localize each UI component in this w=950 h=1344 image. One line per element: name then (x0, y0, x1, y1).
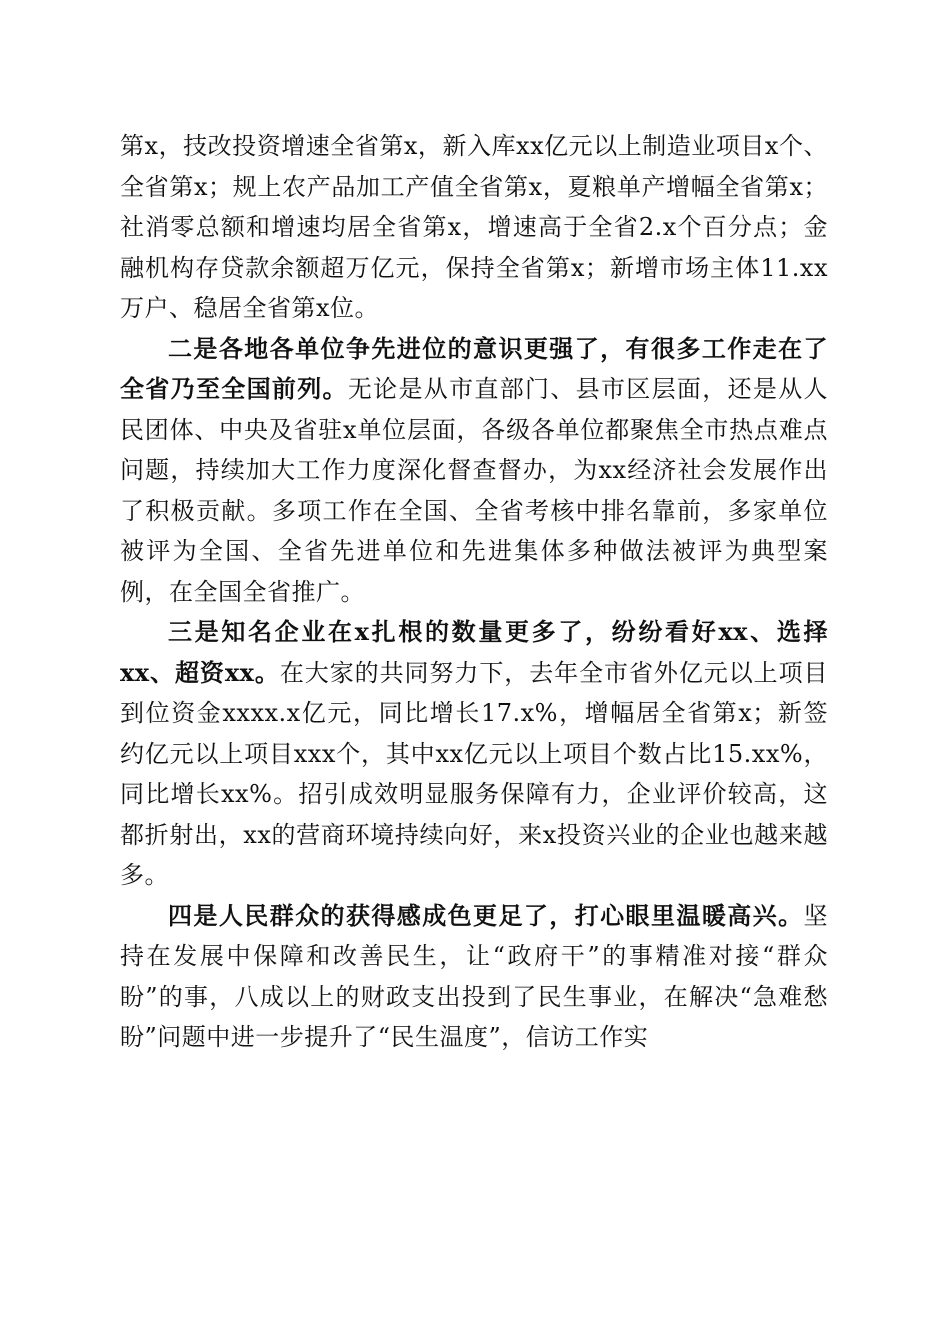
paragraph-3 (120, 612, 828, 896)
paragraph-2-heading: 二是各地各单位争先进位的意识更强了，有很多工作走在了全省乃至全国前列。 (120, 333, 828, 403)
document-body (120, 126, 828, 1058)
paragraph-1-text: 第x，技改投资增速全省第x，新入库xx亿元以上制造业项目x个、全省第x；规上农产品加工产值全省第x，夏粮单产增幅全省第x；社消零总额和增速均居全省第x，增速高于全省2.x个百分点；金融机构存贷款余额超万亿元，保持全省第x；新增市场主体11.xx万户、稳居全省第x位。 (120, 132, 828, 322)
paragraph-4-heading: 四是人民群众的获得感成色更足了，打心眼里温暖高兴。 (168, 900, 804, 930)
paragraph-1 (120, 126, 828, 329)
paragraph-3-heading: 三是知名企业在x扎根的数量更多了，纷纷看好xx、选择xx、超资xx。 (120, 617, 828, 687)
paragraph-2-text: 无论是从市直部门、县市区层面，还是从人民团体、中央及省驻x单位层面，各级各单位都聚焦全市热点难点问题，持续加大工作力度深化督查督办，为xx经济社会发展作出了积极贡献。多项工作在全国、全省考核中排名靠前，多家单位被评为全国、全省先进单位和先进集体多种做法被评为典型案例，在全国全省推广。 (120, 375, 829, 606)
paragraph-2 (120, 329, 828, 613)
paragraph-3-text: 在大家的共同努力下，去年全市省外亿元以上项目到位资金xxxx.x亿元，同比增长17.x%，增幅居全省第x；新签约亿元以上项目xxx个，其中xx亿元以上项目个数占比15.xx%，同比增长xx%。招引成效明显服务保障有力，企业评价较高，这都折射出，xx的营商环境持续向好，来x投资兴业的企业也越来越多。 (120, 658, 829, 889)
paragraph-4 (120, 896, 828, 1058)
paragraph-4-text: 坚持在发展中保障和改善民生，让“政府干”的事精准对接“群众盼”的事，八成以上的财政支出投到了民生事业，在解决“急难愁盼”问题中进一步提升了“民生温度”，信访工作实 (120, 901, 828, 1051)
